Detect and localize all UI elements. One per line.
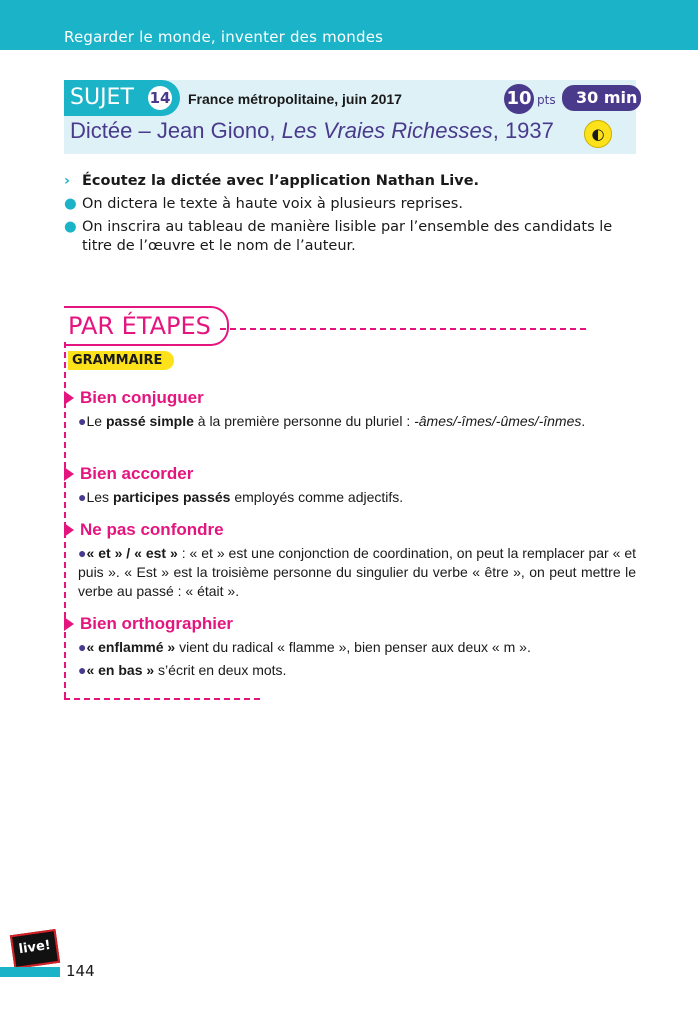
- text-segment: « enflammé »: [86, 639, 176, 655]
- points-label: pts: [537, 93, 556, 107]
- section-item: [78, 661, 636, 680]
- text-segment: s’écrit en deux mots.: [154, 662, 287, 678]
- text-segment: « en bas »: [86, 662, 155, 678]
- running-title: Regarder le monde, inventer des mondes: [64, 28, 384, 46]
- title-prefix: Dictée – Jean Giono,: [70, 118, 282, 143]
- text-segment: Les: [86, 489, 113, 505]
- method-section: [68, 464, 636, 507]
- page-number: 144: [66, 962, 95, 980]
- instruction-text: On inscrira au tableau de manière lisible par l’ensemble des candidats le titre de l’œuvre et le nom de l’auteur.: [82, 219, 613, 254]
- section-item: [78, 412, 636, 431]
- divider: [220, 328, 586, 330]
- section-heading: Bien conjuguer: [68, 388, 636, 408]
- method-section: [68, 388, 636, 431]
- section-heading: Ne pas confondre: [68, 520, 636, 540]
- method-section: [68, 520, 636, 601]
- duration: 30 min: [576, 88, 638, 107]
- instruction-item: [64, 172, 636, 191]
- text-segment: employés comme adjectifs.: [230, 489, 404, 505]
- subject-title: [70, 118, 554, 144]
- section-heading: Bien accorder: [68, 464, 636, 484]
- bullet-icon: ●: [78, 639, 87, 655]
- grammar-tag: GRAMMAIRE: [68, 351, 174, 370]
- instructions: [64, 172, 636, 260]
- bullet-icon: ●: [78, 662, 87, 678]
- bullet-icon: ●: [78, 545, 87, 561]
- live-app-logo: live!: [10, 929, 60, 969]
- text-segment: : « et » est une conjonction de coordination, on peut la remplacer par « et puis ». « Est » est la troisième personne du singulier du verbe « être », on peut mettre le verbe au passé : « était ».: [78, 545, 636, 599]
- stopwatch-icon: [562, 85, 641, 111]
- text-segment: .: [581, 413, 586, 429]
- method-title: PAR ÉTAPES: [64, 306, 229, 346]
- method-section: [68, 614, 636, 680]
- points-badge: 10: [504, 84, 534, 114]
- title-year: , 1937: [492, 118, 554, 143]
- running-header: [0, 0, 698, 50]
- section-item: [78, 544, 636, 601]
- subject-label: SUJET: [64, 80, 180, 116]
- text-segment: participes passés: [112, 489, 231, 505]
- subject-number: 14: [148, 86, 172, 110]
- section-item: [78, 638, 636, 657]
- footer-bar: [0, 967, 60, 977]
- instruction-item: [64, 218, 636, 256]
- text-segment: -âmes/-îmes/-ûmes/-înmes: [414, 413, 582, 429]
- text-segment: Le: [86, 413, 106, 429]
- divider: [64, 698, 260, 700]
- text-segment: « et » / « est »: [86, 545, 178, 561]
- text-segment: passé simple: [105, 413, 194, 429]
- instruction-item: [64, 195, 636, 214]
- subject-source: France métropolitaine, juin 2017: [188, 91, 402, 107]
- title-work: Les Vraies Richesses: [281, 118, 493, 143]
- bullet-icon: ●: [64, 196, 77, 212]
- section-item: [78, 488, 636, 507]
- bullet-icon: ●: [78, 489, 87, 505]
- instruction-text: On dictera le texte à haute voix à plusieurs reprises.: [82, 196, 463, 212]
- bullet-icon: ●: [64, 219, 77, 235]
- text-segment: à la première personne du pluriel :: [193, 413, 415, 429]
- text-segment: vient du radical « flamme », bien penser aux deux « m ».: [175, 639, 531, 655]
- audio-cd-icon[interactable]: ◐: [584, 120, 612, 148]
- bullet-icon: ›: [64, 173, 70, 189]
- section-heading: Bien orthographier: [68, 614, 636, 634]
- instruction-text: Écoutez la dictée avec l’application Nathan Live.: [82, 173, 480, 189]
- bullet-icon: ●: [78, 413, 87, 429]
